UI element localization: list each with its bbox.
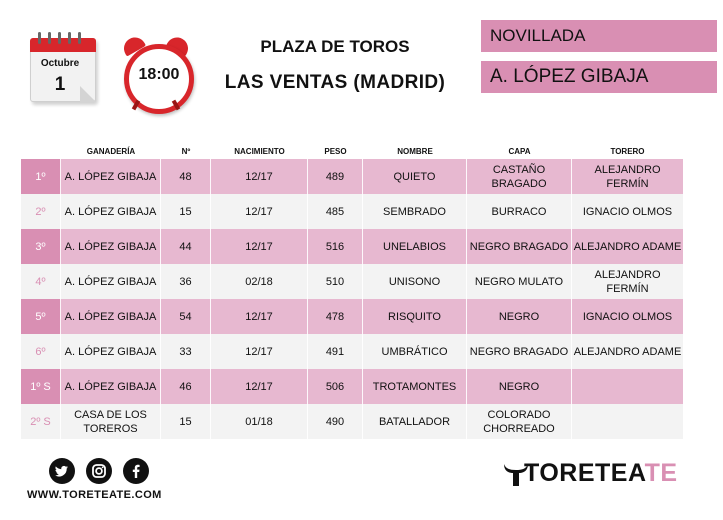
event-time: 18:00 — [138, 66, 180, 83]
cell-nombre: QUIETO — [363, 159, 467, 194]
cell-ganaderia: A. LÓPEZ GIBAJA — [61, 264, 161, 299]
logo-text — [524, 459, 678, 488]
table-row — [21, 229, 683, 264]
cell-nombre: UNISONO — [363, 264, 467, 299]
row-index: 6º — [21, 334, 61, 369]
header-capa: CAPA — [508, 147, 531, 156]
row-index: 3º — [21, 229, 61, 264]
cell-ganaderia: A. LÓPEZ GIBAJA — [61, 334, 161, 369]
table-row — [21, 334, 683, 369]
venue-subtitle: LAS VENTAS (MADRID) — [224, 72, 446, 93]
cell-torero: ALEJANDRO FERMÍN — [594, 268, 661, 295]
table-row — [21, 159, 683, 194]
cell-torero: ALEJANDRO ADAME — [573, 345, 682, 358]
header-peso: PESO — [324, 147, 347, 156]
cell-capa: NEGRO — [467, 369, 572, 404]
cell-nacimiento: 12/17 — [211, 229, 308, 264]
cell-nombre: TROTAMONTES — [363, 369, 467, 404]
cell-capa: NEGRO BRAGADO — [467, 229, 572, 264]
cell-ganaderia: A. LÓPEZ GIBAJA — [61, 194, 161, 229]
cell-numero: 46 — [161, 369, 211, 404]
cell-numero: 15 — [161, 404, 211, 439]
table-row — [21, 404, 683, 439]
cell-numero: 33 — [161, 334, 211, 369]
cell-capa: NEGRO MULATO — [467, 264, 572, 299]
cell-torero: IGNACIO OLMOS — [582, 310, 673, 323]
cell-numero: 44 — [161, 229, 211, 264]
row-index: 2º — [21, 194, 61, 229]
cell-nombre: BATALLADOR — [363, 404, 467, 439]
cell-nombre: SEMBRADO — [363, 194, 467, 229]
calendar-icon — [30, 30, 96, 104]
cell-capa: CASTAÑO BRAGADO — [467, 159, 572, 194]
cell-ganaderia: A. LÓPEZ GIBAJA — [61, 369, 161, 404]
cell-torero — [572, 404, 683, 439]
event-type-banner: NOVILLADA — [481, 20, 717, 52]
cell-torero: ALEJANDRO FERMÍN — [594, 163, 661, 190]
cell-peso: 485 — [308, 194, 363, 229]
cell-torero: IGNACIO OLMOS — [582, 205, 673, 218]
table-row — [21, 299, 683, 334]
table-row — [21, 369, 683, 404]
cell-numero: 15 — [161, 194, 211, 229]
row-index: 2º S — [21, 404, 61, 439]
cell-nombre: RISQUITO — [363, 299, 467, 334]
ganaderia-banner: A. LÓPEZ GIBAJA — [481, 61, 717, 93]
cell-nacimiento: 12/17 — [211, 299, 308, 334]
cell-ganaderia: A. LÓPEZ GIBAJA — [61, 159, 161, 194]
cell-nacimiento: 12/17 — [211, 334, 308, 369]
website-link[interactable]: WWW.TORETEATE.COM — [27, 489, 162, 501]
header-numero: Nº — [181, 147, 191, 156]
cell-capa: NEGRO BRAGADO — [467, 334, 572, 369]
toreteate-logo — [502, 456, 682, 492]
cell-peso: 489 — [308, 159, 363, 194]
twitter-icon[interactable] — [49, 458, 75, 484]
alarm-clock-icon — [118, 36, 196, 112]
cell-nacimiento: 12/17 — [211, 159, 308, 194]
cell-nacimiento: 12/17 — [211, 194, 308, 229]
row-index: 1º — [21, 159, 61, 194]
instagram-icon[interactable] — [86, 458, 112, 484]
cell-capa: BURRACO — [467, 194, 572, 229]
logo-text-accent: TE — [644, 459, 678, 487]
header-nombre: NOMBRE — [397, 147, 433, 156]
cell-peso: 510 — [308, 264, 363, 299]
cell-capa: NEGRO — [467, 299, 572, 334]
calendar-day: 1 — [54, 74, 66, 95]
cell-numero: 54 — [161, 299, 211, 334]
bulls-table — [21, 159, 683, 439]
table-row — [21, 194, 683, 229]
cell-ganaderia: A. LÓPEZ GIBAJA — [61, 229, 161, 264]
cell-peso: 490 — [308, 404, 363, 439]
facebook-icon[interactable] — [123, 458, 149, 484]
row-index: 5º — [21, 299, 61, 334]
cell-torero — [572, 369, 683, 404]
cell-numero: 36 — [161, 264, 211, 299]
cell-numero: 48 — [161, 159, 211, 194]
cell-peso: 491 — [308, 334, 363, 369]
header-ganaderia: GANADERÍA — [86, 147, 136, 156]
cell-peso: 506 — [308, 369, 363, 404]
cell-capa: COLORADO CHORREADO — [467, 404, 572, 439]
cell-nombre: UMBRÁTICO — [363, 334, 467, 369]
cell-peso: 516 — [308, 229, 363, 264]
row-index: 4º — [21, 264, 61, 299]
venue-title: PLAZA DE TOROS — [260, 37, 410, 56]
cell-nacimiento: 02/18 — [211, 264, 308, 299]
header-torero: TORERO — [610, 147, 645, 156]
cell-ganaderia: CASA DE LOS TOREROS — [61, 404, 161, 439]
table-row — [21, 264, 683, 299]
cell-nombre: UNELABIOS — [363, 229, 467, 264]
cell-nacimiento: 01/18 — [211, 404, 308, 439]
calendar-month: Octubre — [40, 58, 80, 69]
cell-ganaderia: A. LÓPEZ GIBAJA — [61, 299, 161, 334]
logo-text-main: TORETEA — [524, 459, 645, 487]
header-nacimiento: NACIMIENTO — [234, 147, 285, 156]
cell-torero: ALEJANDRO ADAME — [573, 240, 682, 253]
cell-peso: 478 — [308, 299, 363, 334]
cell-nacimiento: 12/17 — [211, 369, 308, 404]
row-index: 1º S — [21, 369, 61, 404]
